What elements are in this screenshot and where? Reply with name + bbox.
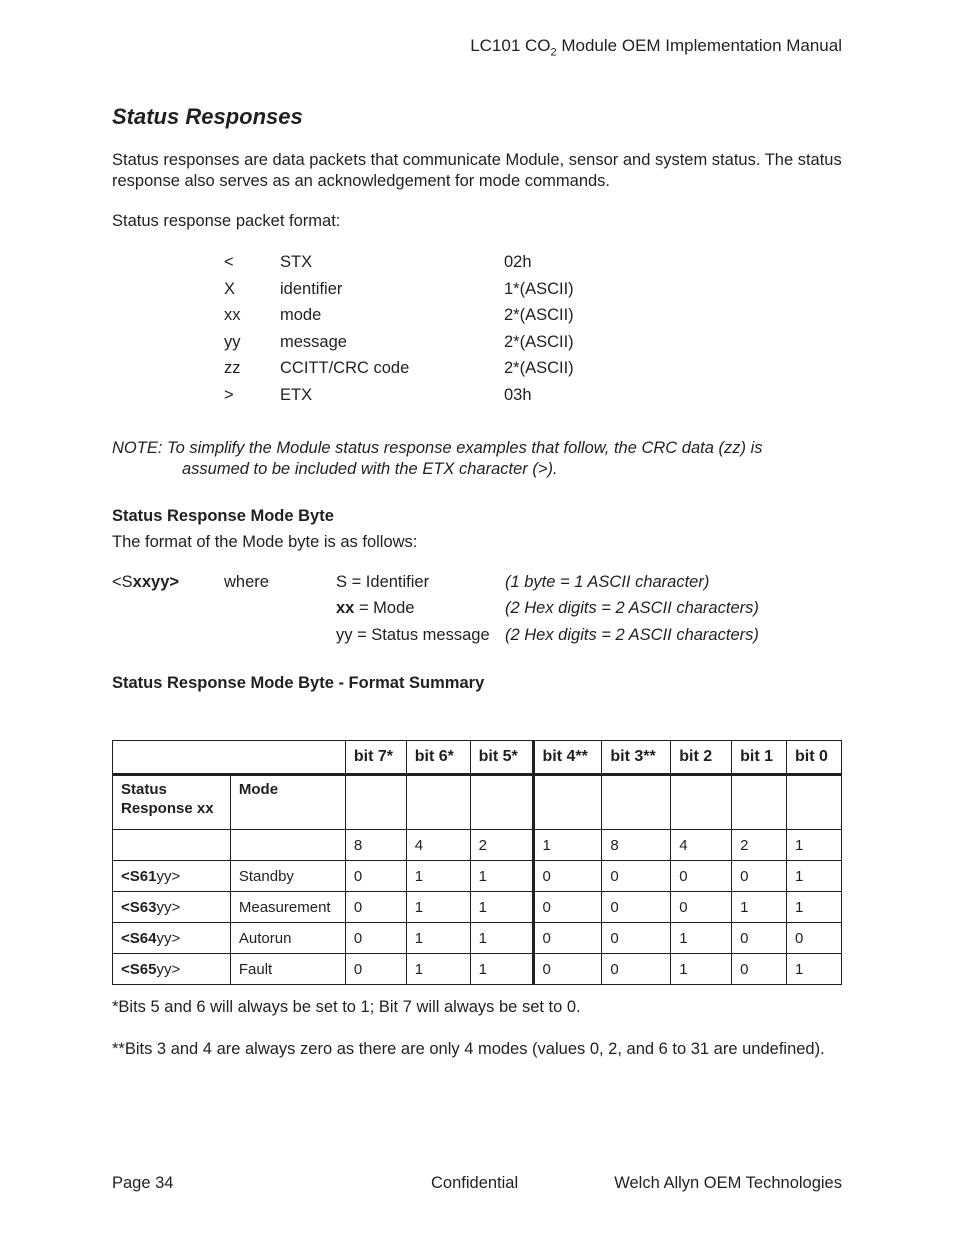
note-line: NOTE: To simplify the Module status response examples that follow, the CRC data (zz) is [112,439,763,457]
intro-paragraph: Status responses are data packets that communicate Module, sensor and system status. The status response also serves as an acknowledgement for mode commands. [112,151,842,190]
bit-header: bit 5* [470,741,533,775]
empty-cell [230,830,345,861]
bit-value: 0 [533,861,602,892]
bit-header-row [113,741,842,775]
packet-value: 2*(ASCII) [504,333,574,351]
bit-value: 1 [406,923,470,954]
bit-value: 0 [732,923,787,954]
bit-value: 0 [533,954,602,985]
mode-definition-note: (2 Hex digits = 2 ASCII characters) [505,599,759,617]
mode-format-code: <Sxxyy> [112,573,180,591]
packet-value: 03h [504,386,532,404]
bit-value: 1 [406,861,470,892]
empty-cell [671,775,732,830]
packet-symbol: X [224,280,236,298]
bit-weight-row [113,830,842,861]
footnote-bits-5-6-7: *Bits 5 and 6 will always be set to 1; Bit 7 will always be set to 0. [112,998,581,1016]
status-code: <S65yy> [113,954,231,985]
mode-definition-note: (1 byte = 1 ASCII character) [505,573,710,591]
packet-field: message [280,333,347,351]
bit-header: bit 1 [732,741,787,775]
empty-cell [113,830,231,861]
mode-definition: S = Identifier [336,573,430,591]
bit-value: 0 [345,892,406,923]
bit-value: 0 [732,861,787,892]
bit-value: 1 [671,954,732,985]
bit-value: 0 [671,861,732,892]
column-label-row [113,775,842,830]
bit-value: 0 [787,923,842,954]
bit-value: 1 [470,923,533,954]
empty-cell [406,775,470,830]
bit-weight: 1 [533,830,602,861]
packet-value: 1*(ASCII) [504,280,574,298]
footer-page-number: Page 34 [112,1174,174,1192]
packet-value: 2*(ASCII) [504,359,574,377]
bit-value: 0 [602,861,671,892]
bit-weight: 2 [470,830,533,861]
packet-field: mode [280,306,322,324]
bit-header: bit 6* [406,741,470,775]
footer-confidential: Confidential [431,1174,519,1192]
note-line: assumed to be included with the ETX character (>). [182,460,558,478]
summary-heading: Status Response Mode Byte - Format Summary [112,674,485,692]
packet-value: 02h [504,253,532,271]
mode-name: Measurement [230,892,345,923]
bit-weight: 4 [671,830,732,861]
bit-value: 1 [787,892,842,923]
bit-value: 1 [470,954,533,985]
packet-field: STX [280,253,313,271]
running-header [470,36,842,58]
empty-cell [787,775,842,830]
bit-header: bit 3** [602,741,671,775]
bit-header: bit 2 [671,741,732,775]
packet-symbol: < [224,253,234,271]
table-corner [113,741,346,775]
bit-value: 0 [533,892,602,923]
packet-field: ETX [280,386,313,404]
empty-cell [732,775,787,830]
mode-definition: xx = Mode [336,599,415,617]
bit-value: 0 [345,861,406,892]
bit-value: 1 [406,892,470,923]
bit-value: 0 [732,954,787,985]
table-row [113,954,842,985]
mode-definition: yy = Status message [336,626,490,644]
packet-field: CCITT/CRC code [280,359,410,377]
table-row [113,923,842,954]
bit-header: bit 4** [533,741,602,775]
packet-symbol: > [224,386,234,404]
bit-header: bit 7* [345,741,406,775]
table-row [113,861,842,892]
empty-cell [602,775,671,830]
bit-value: 1 [787,861,842,892]
table-row [113,892,842,923]
bit-value: 0 [602,923,671,954]
mode-column-label: Mode [230,775,345,830]
packet-symbol: yy [224,333,241,351]
bit-value: 0 [345,954,406,985]
bit-header: bit 0 [787,741,842,775]
bit-weight: 1 [787,830,842,861]
footer-company: Welch Allyn OEM Technologies [614,1174,842,1192]
bit-value: 1 [470,861,533,892]
mode-name: Fault [230,954,345,985]
bit-weight: 8 [602,830,671,861]
empty-cell [533,775,602,830]
bit-value: 0 [671,892,732,923]
status-code: <S61yy> [113,861,231,892]
status-code: <S63yy> [113,892,231,923]
packet-symbol: zz [224,359,241,377]
bit-weight: 4 [406,830,470,861]
bit-weight: 2 [732,830,787,861]
section-title: Status Responses [112,104,303,129]
header-subscript: 2 [550,46,557,59]
bit-value: 0 [533,923,602,954]
mode-byte-intro: The format of the Mode byte is as follows: [112,533,418,551]
packet-field: identifier [280,280,343,298]
mode-byte-heading: Status Response Mode Byte [112,507,334,525]
bit-weight: 8 [345,830,406,861]
note-block [112,438,852,480]
packet-format-label: Status response packet format: [112,212,341,230]
mode-format-where: where [224,573,269,591]
header-text: LC101 CO [470,36,551,55]
bit-value: 1 [406,954,470,985]
header-text-rest: Module OEM Implementation Manual [556,36,842,55]
packet-value: 2*(ASCII) [504,306,574,324]
bit-value: 1 [732,892,787,923]
mode-definition-note: (2 Hex digits = 2 ASCII characters) [505,626,759,644]
bit-value: 1 [671,923,732,954]
empty-cell [345,775,406,830]
mode-name: Standby [230,861,345,892]
footnote-bits-3-4: **Bits 3 and 4 are always zero as there are only 4 modes (values 0, 2, and 6 to 31 are undefined). [112,1040,825,1058]
format-summary-table [112,740,842,985]
bit-value: 1 [787,954,842,985]
bit-value: 0 [602,954,671,985]
status-code: <S64yy> [113,923,231,954]
packet-symbol: xx [224,306,241,324]
empty-cell [470,775,533,830]
status-column-label: Status Response xx [113,775,231,830]
bit-value: 0 [602,892,671,923]
mode-name: Autorun [230,923,345,954]
bit-value: 1 [470,892,533,923]
bit-value: 0 [345,923,406,954]
